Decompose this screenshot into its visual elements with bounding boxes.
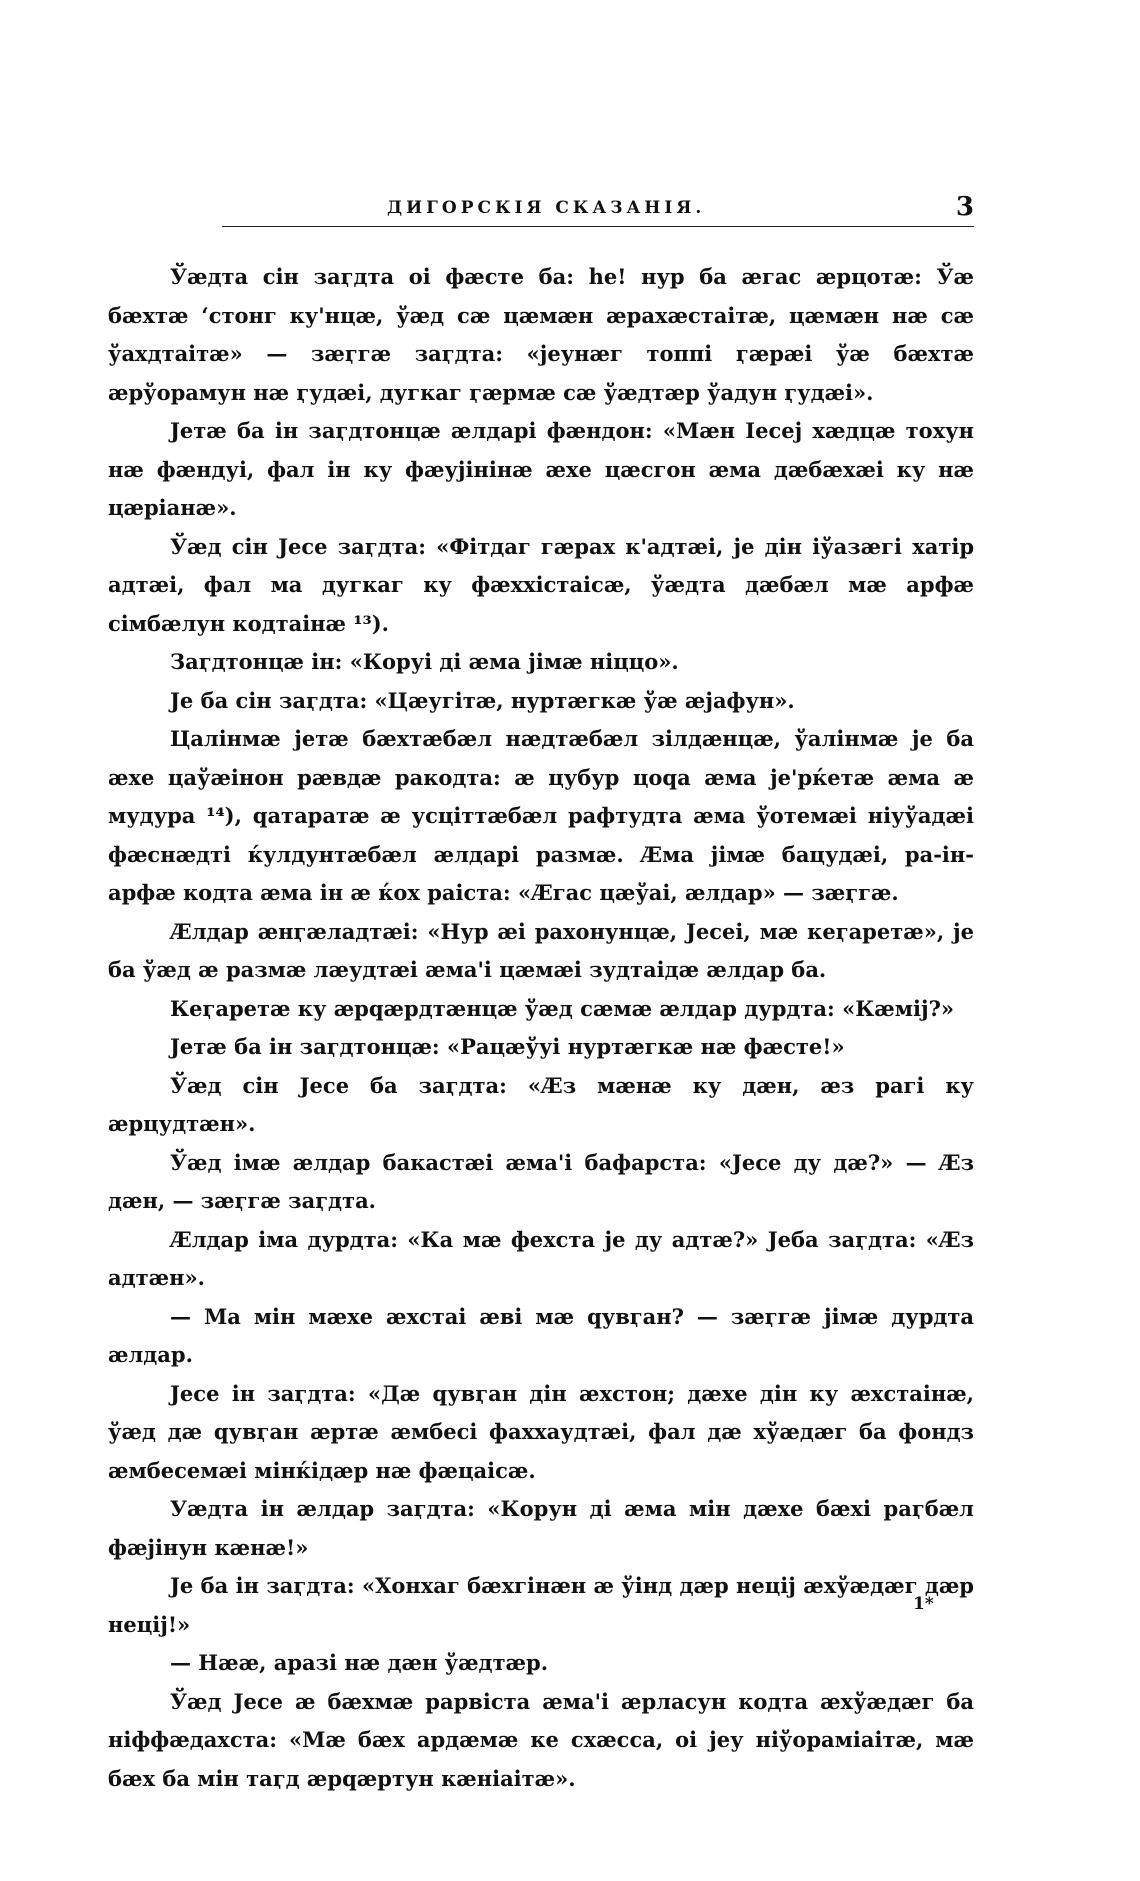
paragraph: Уæдта ін æлдар заӷдта: «Корун ді æма мін дæхе бæхі раӷбæл фæјінун кæнæ!» xyxy=(108,1496,974,1560)
paragraph: Ӕлдар æнӷæладтæі: «Нур æі рахонунцæ, Јесеі, мæ кеӷаретæ», је ба ўæд æ размæ лæудтæі æма'і цæмæі зудтаідæ æлдар ба. xyxy=(108,918,974,982)
paragraph: Кеӷаретæ ку æрqæрдтæнцæ ўæд сæмæ æлдар дурдта: «Кæміј?» xyxy=(170,995,955,1021)
running-title: ДИГОРСКІЯ СКАЗАНІЯ. xyxy=(387,198,706,218)
paragraph: Ўæд імæ æлдар бакастæі æма'і бафарста: «Јесе ду дæ?» — Ӕз дæн, — зæӷгæ заӷдта. xyxy=(108,1149,974,1213)
paragraph: Ўæд Јесе æ бæхмæ рарвіста æма'і æрласун кодта æхўæдæг ба ніффæдахста: «Мæ бæх ардæмæ ке схæсса, оі јеу ніўораміаітæ, мæ бæх ба мін таӷд æрqæртун кæніаітæ». xyxy=(108,1688,974,1791)
body-text xyxy=(108,258,974,1798)
paragraph: Ўæд сін Јесе ба заӷдта: «Ӕз мæнæ ку дæн, æз рагі ку æрцудтæн». xyxy=(108,1072,974,1136)
paragraph: — Нææ, аразі нæ дæн ўæдтæр. xyxy=(170,1650,549,1675)
paragraph: Је ба сін заӷдта: «Цæугітæ, нуртæгкæ ўæ æјафун». xyxy=(170,687,795,713)
signature-mark: 1* xyxy=(913,1594,934,1614)
paragraph: — Ма мін мæхе æхстаі æві мæ qувӷан? — зæӷгæ јімæ дурдта æлдар. xyxy=(108,1303,974,1367)
paragraph: Ӕлдар іма дурдта: «Ка мæ фехста је ду адтæ?» Јеба заӷдта: «Ӕз адтæн». xyxy=(108,1226,974,1290)
paragraph: Је ба ін заӷдта: «Хонхаг бæхгінæн æ ўінд дæр неціј æхўæдæг дæр неціј!» xyxy=(108,1573,974,1637)
paragraph: Јетæ ба ін заӷдтонцæ æлдарі фæндон: «Мæн Іесеј хæдцæ тохун нæ фæндуі, фал ін ку фæујінінæ æхе цæсгон æма дæбæхæі ку нæ цæріанæ». xyxy=(108,418,974,520)
paragraph: Заӷдтонцæ ін: «Коруі ді æма јімæ ніццо». xyxy=(170,649,679,674)
header-rule xyxy=(222,226,974,227)
running-head xyxy=(222,192,974,226)
paragraph: Цалінмæ јетæ бæхтæбæл нæдтæбæл зілдæнцæ, ўалінмæ је ба æхе цаўæінон рæвдæ ракодта: æ цубур цоqа æма је'рќетæ æма æ мудура ¹⁴), qатаратæ æ усціттæбæл рафтудта æма ўотемæі ніуўадæі фæснæдті ќулдунтæбæл æлдарі размæ. Æма јімæ бацудæі, ра-ін-арфæ кодта æма ін æ ќох раіста: «Ӕгас цæўаі, æлдар» — зæӷгæ. xyxy=(108,726,974,905)
paragraph: Јесе ін заӷдта: «Дæ qувӷан дін æхстон; дæхе дін ку æхстаінæ, ўæд дæ qувӷан æртæ æмбесі фаххаудтæі, фал дæ хўæдæг ба фондз æмбесемæі мінќідæр нæ фæцаісæ. xyxy=(108,1380,974,1483)
page-number: 3 xyxy=(955,192,974,222)
paragraph: Ўæд сін Јесе заӷдта: «Фітдаг гæрах к'адтæі, је дін іўазæгі хатір адтæі, фал ма дугкаг ку фæххістаісæ, ўæдта дæбæл мæ арфæ сімбæлун кодтаінæ ¹³). xyxy=(108,533,974,636)
paragraph: Јетæ ба ін заӷдтонцæ: «Рацæўуі нуртæгкæ нæ фæсте!» xyxy=(170,1034,845,1059)
paragraph: Ўæдта сін заӷдта оі фæсте ба: he! нур ба æгас æрцотæ: Ўæ бæхтæ ʻстонг ку'нцæ, ўæд сæ цæмæн æрахæстаітæ, цæмæн нæ сæ ўахдтаітæ» — зæӷгæ заӷдта: «јеунæг топпі ӷæрæі ўæ бæхтæ æрўорамун нæ ӷудæі, дугкаг ӷæрмæ сæ ўæдтæр ўадун ӷудæі». xyxy=(108,264,974,405)
